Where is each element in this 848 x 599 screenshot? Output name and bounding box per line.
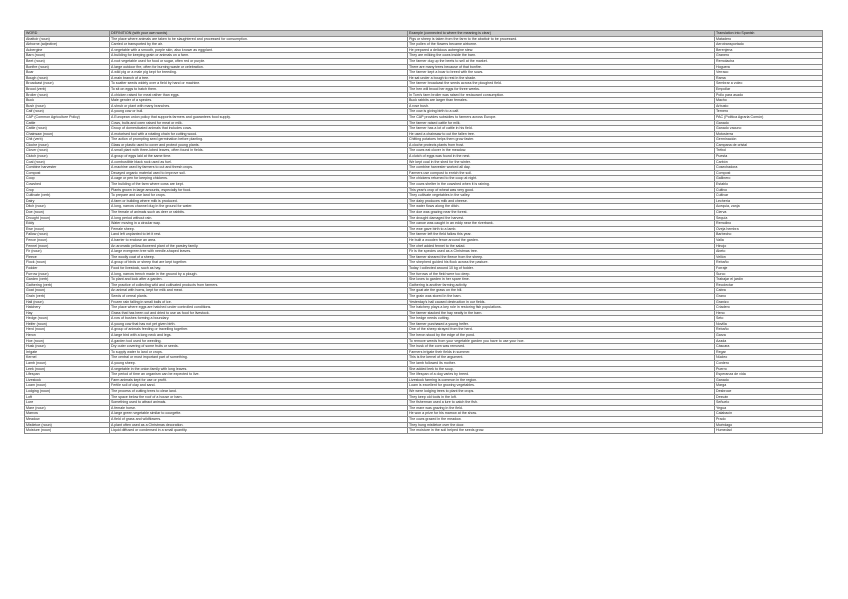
- cell-word: Lure: [25, 400, 110, 406]
- cell-example: The furrows of the field were too deep.: [408, 271, 715, 277]
- cell-definition: A European union policy that supports farmers and guarantees food supply.: [110, 114, 408, 120]
- cell-example: This is the kernel of the argument.: [408, 355, 715, 361]
- cell-example: One of the sheep strayed from the herd.: [408, 327, 715, 333]
- cell-definition: Food for livestock, such as hay.: [110, 265, 408, 271]
- cell-example: He built a wooden fence around the garden.: [408, 237, 715, 243]
- cell-word: Gathering (verb): [25, 282, 110, 288]
- cell-word: Bonfire (noun): [25, 64, 110, 70]
- cell-translation: Cultivo: [715, 187, 823, 193]
- cell-word: Lifespan: [25, 372, 110, 378]
- cell-word: Dairy: [25, 198, 110, 204]
- cell-example: A rose bush.: [408, 103, 715, 109]
- cell-definition: To plant and look after a garden.: [110, 277, 408, 283]
- cell-word: Chainsaw (noun): [25, 131, 110, 137]
- cell-word: Meadow: [25, 416, 110, 422]
- cell-translation: Valla: [715, 237, 823, 243]
- cell-word: Kernel: [25, 355, 110, 361]
- cell-example: The drought damaged the harvest.: [408, 215, 715, 221]
- cell-example: The cows eat clover in the meadow.: [408, 148, 715, 154]
- cell-word: Abattoir (noun): [25, 36, 110, 42]
- cell-example: He won a prize for his marrow at the show.: [408, 411, 715, 417]
- cell-translation: Vellón: [715, 254, 823, 260]
- cell-example: Livestock farming is common in the region.: [408, 377, 715, 383]
- cell-definition: Fertile soil of clay and sand.: [110, 383, 408, 389]
- cell-example: The canoe was caught in an eddy near the riverbank.: [408, 221, 715, 227]
- cell-definition: Dry outer covering of some fruits or seeds.: [110, 344, 408, 350]
- cell-translation: Berenjena: [715, 47, 823, 53]
- cell-example: The water flows along the ditch.: [408, 204, 715, 210]
- cell-example: They hung mistletoe over the door.: [408, 422, 715, 428]
- cell-example: The farmer raised cattle for milk.: [408, 120, 715, 126]
- cell-example: The CAP provides subsidies to farmers across Europe.: [408, 114, 715, 120]
- cell-translation: PAC (Política Agraria Común): [715, 114, 823, 120]
- cell-translation: Puerro: [715, 366, 823, 372]
- cell-translation: Sequía: [715, 215, 823, 221]
- cell-translation: Desbroce: [715, 389, 823, 395]
- cell-word: Heron: [25, 333, 110, 339]
- cell-word: Ewe (noun): [25, 226, 110, 232]
- header-definition: DEFINITION (with your own words): [110, 31, 408, 37]
- cell-word: Marrow: [25, 411, 110, 417]
- cell-definition: To sit on eggs to hatch them.: [110, 86, 408, 92]
- cell-definition: A row of bushes forming a boundary.: [110, 316, 408, 322]
- cell-word: Moisture (noun): [25, 428, 110, 434]
- cell-example: Pigs or sheep is taken from the farm to the abattoir to be processed.: [408, 36, 715, 42]
- cell-translation: Carbón: [715, 159, 823, 165]
- cell-example: The farmer has a lot of cattle in his field.: [408, 126, 715, 132]
- cell-word: Cattle (noun): [25, 126, 110, 132]
- cell-word: Hay: [25, 310, 110, 316]
- cell-word: Hatchery: [25, 305, 110, 311]
- cell-definition: A combustible black rock used as fuel.: [110, 159, 408, 165]
- cell-definition: A large outdoor fire, often for burning waste or celebration.: [110, 64, 408, 70]
- cell-word: Doe (noun): [25, 210, 110, 216]
- cell-example: A clutch of eggs was found in the nest.: [408, 154, 715, 160]
- cell-translation: Acequia, zanja: [715, 204, 823, 210]
- cell-word: Loam (noun): [25, 383, 110, 389]
- cell-word: Chit (verb): [25, 137, 110, 143]
- cell-word: Ditch (noun): [25, 204, 110, 210]
- cell-example: We were lodging trees to plant the crops.: [408, 389, 715, 395]
- cell-definition: The woolly coat of a sheep.: [110, 254, 408, 260]
- cell-definition: The process of cutting trees to clear land.: [110, 389, 408, 395]
- cell-example: The cows grazed in the meadow.: [408, 416, 715, 422]
- cell-word: Aubergine: [25, 47, 110, 53]
- cell-word: Grain (verb): [25, 293, 110, 299]
- cell-definition: Water moving in a circular way.: [110, 221, 408, 227]
- cell-definition: The period of time an organism can be expected to live.: [110, 372, 408, 378]
- cell-word: Compost: [25, 170, 110, 176]
- cell-definition: A large evergreen tree with needle-shaped leaves.: [110, 249, 408, 255]
- cell-example: The shepherd guided his flock across the pasture.: [408, 260, 715, 266]
- cell-definition: A vegetable with a smooth, purple skin, also known as eggplant.: [110, 47, 408, 53]
- cell-word: Bush (noun): [25, 103, 110, 109]
- cell-example: The dairy produces milk and cheese.: [408, 198, 715, 204]
- cell-definition: Frozen rain falling in small balls of ice.: [110, 299, 408, 305]
- cell-definition: Farm animals kept for use or profit.: [110, 377, 408, 383]
- cell-example: He prepared a delicious aubergine stew.: [408, 47, 715, 53]
- cell-word: Leek (noun): [25, 366, 110, 372]
- cell-translation: Hinojo: [715, 243, 823, 249]
- cell-definition: A young sheep.: [110, 361, 408, 367]
- cell-example: The goat ate the grass on the hill.: [408, 288, 715, 294]
- cell-translation: Aerotransportado: [715, 42, 823, 48]
- cell-definition: A barrier to enclose an area.: [110, 237, 408, 243]
- cell-definition: A large green vegetable similar to courgette.: [110, 411, 408, 417]
- cell-word: Mare (noun): [25, 405, 110, 411]
- cell-translation: Cabra: [715, 288, 823, 294]
- cell-definition: A group of eggs laid at the same time.: [110, 154, 408, 160]
- cell-word: Cloche (noun): [25, 142, 110, 148]
- cell-word: Loft: [25, 394, 110, 400]
- cell-translation: Cosechadora: [715, 165, 823, 171]
- cell-translation: Cierva: [715, 210, 823, 216]
- cell-translation: Granizo: [715, 299, 823, 305]
- cell-definition: A long period without rain.: [110, 215, 408, 221]
- cell-example: The husk of the corn was removed.: [408, 344, 715, 350]
- cell-translation: Ganado vacuno: [715, 126, 823, 132]
- cell-translation: Marga: [715, 383, 823, 389]
- cell-word: Buck: [25, 98, 110, 104]
- cell-word: Bough (noun): [25, 75, 110, 81]
- cell-example: They are milking the cows inside the barn.: [408, 53, 715, 59]
- cell-definition: A large bird with a long neck and legs.: [110, 333, 408, 339]
- cell-definition: A young cow that has not yet given birth.: [110, 321, 408, 327]
- cell-word: Coal (noun): [25, 159, 110, 165]
- cell-word: Furrow (noun): [25, 271, 110, 277]
- cell-example: The farmer sheared the fleece from the sheep.: [408, 254, 715, 260]
- cell-definition: An aromatic yellow-flowered plant of the parsley family.: [110, 243, 408, 249]
- cell-translation: Trébol: [715, 148, 823, 154]
- cell-definition: Land left unplanted to let it rest.: [110, 232, 408, 238]
- cell-definition: A cage or pen for keeping chickens.: [110, 176, 408, 182]
- cell-translation: Desván: [715, 394, 823, 400]
- cell-definition: The practice of collecting wild and cultivated products from farmers.: [110, 282, 408, 288]
- cell-word: Fennel (noun): [25, 243, 110, 249]
- cell-example: The chef added fennel to the salad.: [408, 243, 715, 249]
- cell-word: Clover (noun): [25, 148, 110, 154]
- cell-example: The fisherman used a lure to catch the fish.: [408, 400, 715, 406]
- cell-example: He sat under a bough to rest in the shade.: [408, 75, 715, 81]
- cell-example: Loam is excellent for growing vegetables.: [408, 383, 715, 389]
- cell-translation: Empollar: [715, 86, 823, 92]
- cell-example: Yesterday's hail caused destruction in our fields.: [408, 299, 715, 305]
- cell-definition: A shrub or plant with many branches.: [110, 103, 408, 109]
- header-word: WORD: [25, 31, 110, 37]
- cell-definition: The female of animals such as deer or rabbits.: [110, 210, 408, 216]
- cell-translation: Recolectar: [715, 282, 823, 288]
- cell-translation: Pollo para asado: [715, 92, 823, 98]
- cell-translation: Calabacín: [715, 411, 823, 417]
- cell-translation: Regar: [715, 349, 823, 355]
- cell-word: Crop: [25, 187, 110, 193]
- cell-definition: To prepare and use land for crops.: [110, 193, 408, 199]
- cell-translation: Gallinero: [715, 176, 823, 182]
- cell-example: She added leek to the soup.: [408, 366, 715, 372]
- cell-definition: Glass or plastic used to cover and protect young plants.: [110, 142, 408, 148]
- cell-example: The farmer stacked the hay neatly in the barn.: [408, 310, 715, 316]
- cell-word: Mistletoe (noun): [25, 422, 110, 428]
- cell-translation: Oveja hembra: [715, 226, 823, 232]
- cell-definition: An animal with horns, kept for milk and meat.: [110, 288, 408, 294]
- cell-definition: A small plant with three-lobed leaves, often found in fields.: [110, 148, 408, 154]
- cell-word: Fence (noun): [25, 237, 110, 243]
- cell-translation: Garza: [715, 333, 823, 339]
- cell-example: The hedge needs cutting.: [408, 316, 715, 322]
- cell-definition: Liquid diffused or condensed in a small quantity.: [110, 428, 408, 434]
- cell-example: To remove weeds from your vegetable garden you have to use your hoe.: [408, 338, 715, 344]
- cell-definition: A building for keeping grain or animals on a farm.: [110, 53, 408, 59]
- cell-definition: Something used to attract animals.: [110, 400, 408, 406]
- cell-translation: Heno: [715, 310, 823, 316]
- cell-definition: To scatter seeds widely over a field by hand or machine.: [110, 81, 408, 87]
- cell-translation: Sembrar a voleo: [715, 81, 823, 87]
- cell-example: There are many trees because of that bonfire.: [408, 64, 715, 70]
- cell-word: Brood (verb): [25, 86, 110, 92]
- cell-example: The cows shelter in the cowshed when it is raining.: [408, 182, 715, 188]
- cell-word: Cultivate (verb): [25, 193, 110, 199]
- cell-word: Husk (noun): [25, 344, 110, 350]
- cell-example: The mare was grazing in the field.: [408, 405, 715, 411]
- cell-definition: The place where animals are taken to be slaughtered and processed for consumption.: [110, 36, 408, 42]
- cell-translation: Arbusto: [715, 103, 823, 109]
- cell-translation: Rama: [715, 75, 823, 81]
- cell-example: We kept coal in the shed for the winter.: [408, 159, 715, 165]
- cell-example: The farmer kept a boar to breed with the sows.: [408, 70, 715, 76]
- cell-example: The hatchery plays a key role in restoring fish populations.: [408, 305, 715, 311]
- cell-translation: Yegua: [715, 405, 823, 411]
- cell-definition: To supply water to land or crops.: [110, 349, 408, 355]
- cell-word: Cattle: [25, 120, 110, 126]
- cell-word: Hail (noun): [25, 299, 110, 305]
- cell-example: The chickens returned to the coop at night.: [408, 176, 715, 182]
- cell-translation: Compost: [715, 170, 823, 176]
- cell-word: Flock (noun): [25, 260, 110, 266]
- cell-translation: Rebaño: [715, 327, 823, 333]
- cell-word: Livestock: [25, 377, 110, 383]
- cell-example: This year's crop of wheat was very good.: [408, 187, 715, 193]
- cell-example: The farmer dug up the beets to sell at the market.: [408, 58, 715, 64]
- cell-example: The hen will brood her eggs for three weeks.: [408, 86, 715, 92]
- cell-example: In Tom's farm broiler was raised for restaurant consumption.: [408, 92, 715, 98]
- cell-translation: Seto: [715, 316, 823, 322]
- cell-word: Broadcast (noun): [25, 81, 110, 87]
- cell-definition: Decayed organic material used to improve soil.: [110, 170, 408, 176]
- cell-translation: Lechería: [715, 198, 823, 204]
- cell-word: Boar: [25, 70, 110, 76]
- cell-word: Eddy: [25, 221, 110, 227]
- cell-example: The farmer purchased a young heifer.: [408, 321, 715, 327]
- cell-definition: A farm or building where milk is produced.: [110, 198, 408, 204]
- cell-translation: Cultivar: [715, 193, 823, 199]
- header-translation: Translation into Spanish: [715, 31, 823, 37]
- cell-definition: Seeds of cereal plants.: [110, 293, 408, 299]
- cell-translation: Granero: [715, 53, 823, 59]
- cell-translation: Germinación: [715, 137, 823, 143]
- cell-example: They keep old tools in the loft.: [408, 394, 715, 400]
- cell-definition: A chicken raised for meat rather than eggs.: [110, 92, 408, 98]
- cell-translation: Establo: [715, 182, 823, 188]
- cell-translation: Abeto: [715, 249, 823, 255]
- cell-translation: Campana de cristal: [715, 142, 823, 148]
- cell-word: Goat (noun): [25, 288, 110, 294]
- cell-translation: Prado: [715, 416, 823, 422]
- cell-word: Fleece: [25, 254, 110, 260]
- cell-translation: Azada: [715, 338, 823, 344]
- cell-translation: Puesta: [715, 154, 823, 160]
- cell-translation: Ganado: [715, 377, 823, 383]
- cell-translation: Forraje: [715, 265, 823, 271]
- cell-translation: Rebaño: [715, 260, 823, 266]
- cell-word: CAP (Common Agriculture Policy): [25, 114, 110, 120]
- cell-example: The combine harvester worked all day.: [408, 165, 715, 171]
- cell-definition: A field of grass and wildflowers.: [110, 416, 408, 422]
- cell-example: The farmer left the field fallow this year.: [408, 232, 715, 238]
- cell-translation: Señuelo: [715, 400, 823, 406]
- cell-definition: A group of animals feeding or travelling together.: [110, 327, 408, 333]
- cell-word: Fallow (noun): [25, 232, 110, 238]
- cell-translation: Esperanza de vida: [715, 372, 823, 378]
- cell-translation: Trabajar el jardín: [715, 277, 823, 283]
- cell-word: Hedge (noun): [25, 316, 110, 322]
- cell-example: Farmers irrigate their fields in summer.: [408, 349, 715, 355]
- cell-example: The farmer broadcast the seeds across the ploughed field.: [408, 81, 715, 87]
- cell-definition: A root vegetable used for food or sugar, often red or purple.: [110, 58, 408, 64]
- cell-example: They cultivate vegetables in the valley.: [408, 193, 715, 199]
- cell-definition: Carried or transported by the air.: [110, 42, 408, 48]
- cell-example: Buck rabbits are larger than females.: [408, 98, 715, 104]
- cell-word: Coop: [25, 176, 110, 182]
- cell-definition: A machine used by farmers to cut and thresh crops.: [110, 165, 408, 171]
- cell-translation: Remolacha: [715, 58, 823, 64]
- cell-example: Fir is the species used as a Christmas tree.: [408, 249, 715, 255]
- cell-translation: Barbecho: [715, 232, 823, 238]
- cell-translation: Hoguera: [715, 64, 823, 70]
- cell-translation: Ternero: [715, 109, 823, 115]
- cell-translation: Cáscara: [715, 344, 823, 350]
- cell-definition: A plant often used as a Christmas decoration.: [110, 422, 408, 428]
- cell-definition: Grass that has been cut and dried to use as food for livestock.: [110, 310, 408, 316]
- table-row: [25, 428, 823, 434]
- cell-definition: The building of the farm where cows are kept.: [110, 182, 408, 188]
- cell-example: She loves to garden in her spare time.: [408, 277, 715, 283]
- cell-definition: The central or most important part of something.: [110, 355, 408, 361]
- cell-example: Today I collected around 10 kg of fodder.: [408, 265, 715, 271]
- cell-translation: Grano: [715, 293, 823, 299]
- cell-definition: A main branch of a tree.: [110, 75, 408, 81]
- cell-example: Farmers use compost to enrich the soil.: [408, 170, 715, 176]
- cell-definition: A female horse.: [110, 405, 408, 411]
- cell-word: Garden (verb): [25, 277, 110, 283]
- cell-translation: Matadero: [715, 36, 823, 42]
- cell-example: The moisture in the soil helped the seeds grow.: [408, 428, 715, 434]
- cell-translation: Remolino: [715, 221, 823, 227]
- spreadsheet-page: [24, 30, 822, 434]
- cell-example: Gathering is another farming activity.: [408, 282, 715, 288]
- cell-definition: The action of prompting seed germination before planting.: [110, 137, 408, 143]
- cell-translation: Humedad: [715, 428, 823, 434]
- cell-word: Calf (noun): [25, 109, 110, 115]
- cell-translation: Surco: [715, 271, 823, 277]
- cell-example: The heron stood by the edge of the pond.: [408, 333, 715, 339]
- vocabulary-table: [24, 30, 823, 434]
- cell-word: Fodder: [25, 265, 110, 271]
- cell-definition: A vegetable in the onion family with long leaves.: [110, 366, 408, 372]
- cell-translation: Macho: [715, 98, 823, 104]
- cell-example: The lifespan of a dog varies by breed.: [408, 372, 715, 378]
- cell-translation: Motosierra: [715, 131, 823, 137]
- cell-example: A cloche protects plants from frost.: [408, 142, 715, 148]
- cell-translation: Verraco: [715, 70, 823, 76]
- cell-word: Combine harvester: [25, 165, 110, 171]
- cell-translation: Novilla: [715, 321, 823, 327]
- cell-example: He used a chainsaw to cut the fallen tree.: [408, 131, 715, 137]
- cell-definition: Cows, bulls and oxen raised for meat or milk.: [110, 120, 408, 126]
- table-body: [25, 36, 823, 433]
- cell-word: Irrigate: [25, 349, 110, 355]
- cell-word: Airborne (adjective): [25, 42, 110, 48]
- cell-word: Heifer (noun): [25, 321, 110, 327]
- cell-definition: A long, narrow trench made in the ground by a plough.: [110, 271, 408, 277]
- cell-definition: Male gender of a species.: [110, 98, 408, 104]
- cell-word: Drought (noun): [25, 215, 110, 221]
- cell-definition: Plants grown in large amounts, especially for food.: [110, 187, 408, 193]
- cell-example: The lamb followed its mother.: [408, 361, 715, 367]
- cell-example: The grain was stored in the barn.: [408, 293, 715, 299]
- cell-definition: A long, narrow channel dug in the ground for water.: [110, 204, 408, 210]
- cell-example: The cow is giving birth to a calf.: [408, 109, 715, 115]
- cell-definition: A garden tool used for weeding.: [110, 338, 408, 344]
- cell-translation: Núcleo: [715, 355, 823, 361]
- cell-word: Herd (noun): [25, 327, 110, 333]
- cell-word: Beet (noun): [25, 58, 110, 64]
- header-example: Example (connected to where the meaning is clear): [408, 31, 715, 37]
- cell-definition: A young cow or bull.: [110, 109, 408, 115]
- cell-example: The ewe gave birth to a lamb.: [408, 226, 715, 232]
- cell-word: Lodging (noun): [25, 389, 110, 395]
- cell-translation: Ganado: [715, 120, 823, 126]
- cell-translation: Cordero: [715, 361, 823, 367]
- cell-word: Fir (noun): [25, 249, 110, 255]
- cell-definition: A motorised tool with a rotating chain for cutting wood.: [110, 131, 408, 137]
- cell-definition: A wild pig or a male pig kept for breeding.: [110, 70, 408, 76]
- cell-word: Broiler (noun): [25, 92, 110, 98]
- cell-word: Barn (noun): [25, 53, 110, 59]
- cell-example: Chitting potatoes helps them grow faster.: [408, 137, 715, 143]
- cell-word: Cowshed: [25, 182, 110, 188]
- cell-definition: A group of birds or sheep that are kept together.: [110, 260, 408, 266]
- cell-definition: The space below the roof of a house or barn.: [110, 394, 408, 400]
- cell-example: The pollen of the flowers became airborne.: [408, 42, 715, 48]
- cell-translation: Criadero: [715, 305, 823, 311]
- cell-word: Hoe (noun): [25, 338, 110, 344]
- cell-example: The doe was grazing near the forest.: [408, 210, 715, 216]
- cell-definition: The place where eggs are hatched under controlled conditions.: [110, 305, 408, 311]
- cell-definition: Group of domesticated animals that includes cows.: [110, 126, 408, 132]
- cell-word: Lamb (noun): [25, 361, 110, 367]
- cell-definition: Female sheep.: [110, 226, 408, 232]
- cell-word: Clutch (noun): [25, 154, 110, 160]
- cell-translation: Muérdago: [715, 422, 823, 428]
